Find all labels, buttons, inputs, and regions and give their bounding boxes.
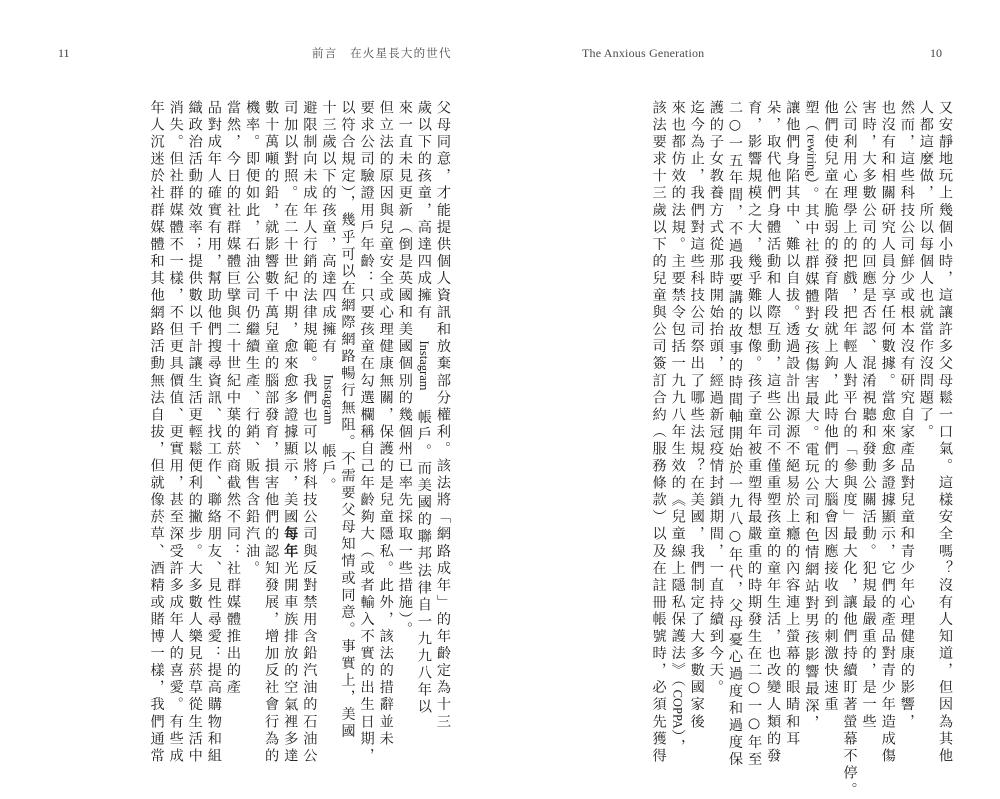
body-text-left <box>52 100 451 765</box>
running-head-right: The Anxious Generation <box>582 46 705 60</box>
text-column: 品對成年人確實有用，幫助他們搜尋資訊、找工作、聯絡朋友、見性尋愛：提高購物和組 <box>205 100 222 765</box>
text-column: 迄今為止，我們對這些科技公司祭出了哪些法規？在美國，我們制定了大多數國家後 <box>688 100 705 731</box>
text-column: 消失。但社群媒體不一樣，不但更具價值、更實用，甚至深受許多成年人的喜愛。有些成 <box>167 100 184 765</box>
page-number-right: 10 <box>930 46 942 60</box>
page-right <box>500 0 1000 799</box>
text-column: 避限制向未成年人行銷的法律規範。我們也可以將科技公司與反對禁用含鉛汽油的石油公 <box>301 100 318 765</box>
text-column: 來也都仿效的法規。主要禁令包括一九九八年生效的《兒童線上隱私保護法》（COPPA）， <box>669 100 686 756</box>
text-column: 但立法的原因與兒童安全或心理健康無關，保護的是兒童隱私。此外，該法的措辭並未 <box>377 100 394 748</box>
text-column: 塑（rewiring）。其中社群媒體對女孩傷害最大。電玩公司和色情網站對男孩影響最深， <box>803 100 820 733</box>
text-column: 又安靜地玩上幾個小時，這讓許多父母鬆一口氣。這樣安全嗎？沒有人知道，但因為其他 <box>937 100 953 765</box>
page-left <box>0 0 500 765</box>
text-column: 以符合規定），幾乎可以在網際網路暢行無阻。不需要父母知情或同意。事實上，美國 <box>339 100 356 741</box>
running-head-left: 前言 在火星長大的世代 <box>312 46 452 60</box>
text-column: 機率。即便如此，石油公司仍繼續生產、行銷、販售含鉛汽油。 <box>244 100 261 578</box>
text-column: 公司利用心理學上的把戲，把年輕人對平台的「參與度」最大化，讓他們持續盯著螢幕不停。 <box>841 100 858 799</box>
text-column: 十三歲以下的孩童，高達四成擁有 Instagram 帳戶。 <box>320 100 337 495</box>
latin-run: Instagram <box>321 374 336 425</box>
text-column: 朵，取代他們身體活動和人際互動，這些公司不僅重塑孩童的童年生活，也改變人類的發 <box>765 100 782 765</box>
text-column: 育，影響規模之大，幾乎難以想像。孩子童年被重塑得最嚴重的時期發生在二○一○年至 <box>746 100 763 769</box>
text-column: 數十萬噸的鉛，就影響數千萬兒童的腦部發育，損害他們的認知發展，增加反社會行為的 <box>263 100 280 765</box>
text-column: 來一直未見更新（倒是英國和美國個別的幾個州已率先採取一些措施）。 <box>396 100 413 639</box>
text-column: 也沒有和相關研究人員分享任何數據。當愈來愈多證據顯示，它們的產品對青少年造成傷 <box>879 100 896 765</box>
text-column: 歲以下的孩童，高達四成擁有 Instagram 帳戶。而美國的聯邦法律自一九九八年以 <box>415 100 432 717</box>
text-column: 該法要求十三歲以下的兒童與公司簽訂合約（服務條款）以及在註冊帳號時，必須先獲得 <box>650 100 667 765</box>
text-column: 父母同意，才能提供個人資訊和放棄部分權利。該法將「網路成年」的年齡定為十三 <box>435 100 451 731</box>
latin-run: Instagram <box>416 340 431 391</box>
text-column: 然而，這些科技公司鮮少或根本沒有研究自家產品對兒童和青少年心理健康的影響， <box>898 100 915 731</box>
page-number-left: 11 <box>58 46 70 60</box>
body-text-right <box>552 100 953 799</box>
text-column: 人都這麼做，所以每個人也就當作沒問題了。 <box>917 100 934 441</box>
text-column: 當然，今日的社群媒體巨擘與二十世紀中葉的菸商截然不同：社群媒體推出的產 <box>224 100 241 697</box>
text-column: 二○一五年間，不過我要講的故事的時間軸開始於一九八○年代，父母憂心過度和過度保 <box>726 100 743 769</box>
text-column: 要求公司驗證用戶年齡：只要孩童在勾選欄稱自己年齡夠大（或者輸入不實的出生日期， <box>358 100 375 765</box>
text-column: 織政治活動的效率；提供數以千計讓生活更輕鬆便利的撇步。大多數人樂見菸草從生活中 <box>186 100 203 765</box>
text-column: 害時，大多數公司的回應是否認、混淆視聽和發動公關活動。犯規最嚴重的，是一些 <box>860 100 877 731</box>
text-column: 他們使兒童在脆弱的發育階段就上鉤，此時他們的大腦會因應接收到的刺激快速重 <box>822 100 839 714</box>
emphasis: 每年 <box>282 526 299 561</box>
text-column: 護的子女教養方式從那時開始抬頭，經過新冠疫情封鎖期間，一直持續到今天。 <box>707 100 724 697</box>
latin-run: COPPA <box>670 689 685 729</box>
text-column: 司加以對照。在二十世紀中期，愈來愈多證據顯示，美國每年光開車族排放的空氣裡多達 <box>282 100 299 765</box>
latin-run: rewiring <box>804 134 819 177</box>
text-column: 年人沉迷於社群媒體和其他網路活動無法自拔，但就像菸草、酒精或賭博一樣，我們通常 <box>148 100 165 765</box>
text-column: 讓他們身陷其中、難以自拔。透過設計出源源不絕易於上癮的內容連上螢幕的眼睛和耳 <box>784 100 801 748</box>
